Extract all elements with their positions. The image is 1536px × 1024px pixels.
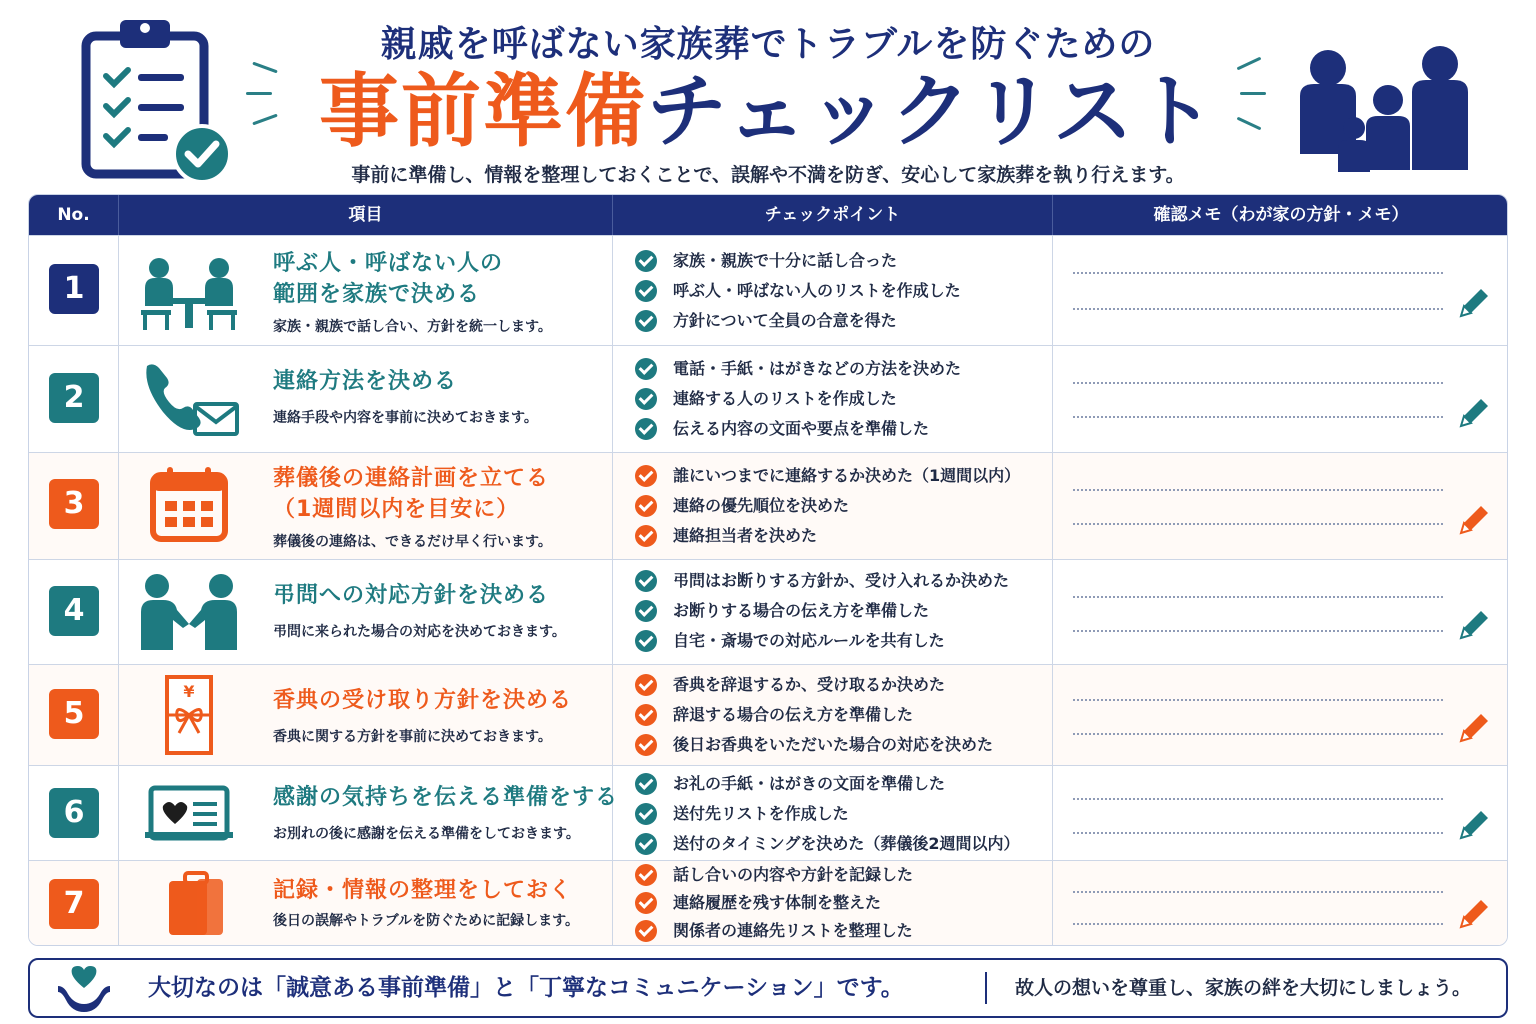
checkpoint-item[interactable]: 方針について全員の合意を得た xyxy=(635,306,1045,336)
memo-line xyxy=(1073,630,1443,632)
item-title: 連絡方法を決める xyxy=(273,369,458,394)
checkpoint-item[interactable]: 送付先リストを作成した xyxy=(635,799,1045,829)
memo-line xyxy=(1073,272,1443,274)
check-icon xyxy=(635,358,657,380)
column-header-no: No. xyxy=(29,195,119,235)
footer-divider xyxy=(985,972,987,1004)
heart-hands-icon xyxy=(54,964,114,1012)
footer-sub-message: 故人の想いを尊重し、家族の絆を大切にしましょう。 xyxy=(1015,977,1472,999)
table-row xyxy=(29,765,1508,860)
table-header xyxy=(29,195,1508,235)
memo-line xyxy=(1073,832,1443,834)
phone-mail-icon xyxy=(139,360,239,440)
check-icon xyxy=(635,495,657,517)
check-icon xyxy=(635,803,657,825)
check-icon xyxy=(635,674,657,696)
checkpoint-item[interactable]: 後日お香典をいただいた場合の対応を決めた xyxy=(635,730,1045,760)
page-title-accent: 事前準備 xyxy=(319,65,647,158)
handshake-icon xyxy=(139,572,239,652)
checkpoint-item[interactable]: 連絡履歴を残す体制を整えた xyxy=(635,889,1045,917)
checkpoint-item[interactable]: 香典を辞退するか、受け取るか決めた xyxy=(635,670,1045,700)
row-number: 6 xyxy=(49,788,99,838)
row-number: 2 xyxy=(49,373,99,423)
item-description: お別れの後に感謝を伝える準備をしておきます。 xyxy=(273,826,580,842)
checklist-table xyxy=(28,194,1508,946)
item-title: 葬儀後の連絡計画を立てる （1週間以内を目安に） xyxy=(273,466,550,522)
checkpoint-item[interactable]: 自宅・斎場での対応ルールを共有した xyxy=(635,626,1045,656)
checkpoint-item[interactable]: 伝える内容の文面や要点を準備した xyxy=(635,414,1045,444)
check-icon xyxy=(635,600,657,622)
koden-envelope-icon xyxy=(139,675,239,755)
check-icon xyxy=(635,310,657,332)
thank-you-card-icon xyxy=(139,774,239,854)
column-header-memo: 確認メモ（わが家の方針・メモ） xyxy=(1153,205,1409,225)
pencil-icon[interactable] xyxy=(1457,897,1491,931)
svg-text:¥: ¥ xyxy=(183,682,195,701)
check-icon xyxy=(635,280,657,302)
pencil-icon[interactable] xyxy=(1457,808,1491,842)
subtitle: 事前に準備し、情報を整理しておくことで、誤解や不満を防ぎ、安心して家族葬を執り行えます。 xyxy=(351,164,1185,186)
family-icon xyxy=(1290,46,1480,176)
memo-field[interactable] xyxy=(1053,346,1508,452)
memo-line xyxy=(1073,798,1443,800)
row-number: 1 xyxy=(49,264,99,314)
item-description: 家族・親族で話し合い、方針を統一します。 xyxy=(273,319,552,335)
table-row xyxy=(29,345,1508,452)
memo-line xyxy=(1073,596,1443,598)
memo-line xyxy=(1073,308,1443,310)
item-title: 感謝の気持ちを伝える準備をする xyxy=(273,785,619,810)
memo-line xyxy=(1073,733,1443,735)
check-icon xyxy=(635,570,657,592)
memo-line xyxy=(1073,699,1443,701)
check-icon xyxy=(635,418,657,440)
check-icon xyxy=(635,892,657,914)
page-title-rest: チェックリスト xyxy=(647,65,1217,158)
pencil-icon[interactable] xyxy=(1457,503,1491,537)
checkpoint-item[interactable]: 連絡担当者を決めた xyxy=(635,521,1045,551)
pencil-icon[interactable] xyxy=(1457,608,1491,642)
table-row xyxy=(29,235,1508,345)
item-description: 連絡手段や内容を事前に決めておきます。 xyxy=(273,410,538,426)
meeting-icon xyxy=(139,254,239,334)
table-row xyxy=(29,559,1508,664)
item-description: 葬儀後の連絡は、できるだけ早く行います。 xyxy=(273,534,552,550)
footer-banner xyxy=(28,958,1508,1018)
memo-line xyxy=(1073,923,1443,925)
checkpoint-item[interactable]: 辞退する場合の伝え方を準備した xyxy=(635,700,1045,730)
table-row xyxy=(29,664,1508,765)
item-description: 香典に関する方針を事前に決めておきます。 xyxy=(273,729,552,745)
memo-line xyxy=(1073,416,1443,418)
folder-icon xyxy=(139,865,239,945)
memo-field[interactable] xyxy=(1053,766,1508,860)
checkpoint-item[interactable]: 関係者の連絡先リストを整理した xyxy=(635,917,1045,945)
memo-field[interactable] xyxy=(1053,453,1508,559)
checkpoint-item[interactable]: 送付のタイミングを決めた（葬儀後2週間以内） xyxy=(635,829,1045,859)
checkpoint-item[interactable]: 連絡する人のリストを作成した xyxy=(635,384,1045,414)
checkpoint-item[interactable]: 電話・手紙・はがきなどの方法を決めた xyxy=(635,354,1045,384)
pencil-icon[interactable] xyxy=(1457,396,1491,430)
pencil-icon[interactable] xyxy=(1457,711,1491,745)
check-icon xyxy=(635,630,657,652)
check-icon xyxy=(635,864,657,886)
row-number: 4 xyxy=(49,586,99,636)
item-title: 呼ぶ人・呼ばない人の 範囲を家族で決める xyxy=(273,251,504,307)
checkpoint-item[interactable]: 家族・親族で十分に話し合った xyxy=(635,246,1045,276)
table-row xyxy=(29,452,1508,559)
memo-line xyxy=(1073,523,1443,525)
checkpoint-item[interactable]: 弔問はお断りする方針か、受け入れるか決めた xyxy=(635,566,1045,596)
item-description: 弔問に来られた場合の対応を決めておきます。 xyxy=(273,624,566,640)
title-top: 親戚を呼ばない家族葬でトラブルを防ぐための xyxy=(380,24,1156,65)
check-icon xyxy=(635,773,657,795)
check-icon xyxy=(635,704,657,726)
pencil-icon[interactable] xyxy=(1457,286,1491,320)
check-icon xyxy=(635,920,657,942)
footer-main-message: 大切なのは「誠意ある事前準備」と「丁寧なコミュニケーション」です。 xyxy=(148,975,904,1001)
calendar-icon xyxy=(139,465,239,545)
check-icon xyxy=(635,250,657,272)
row-number: 5 xyxy=(49,689,99,739)
memo-line xyxy=(1073,382,1443,384)
checkpoint-item[interactable]: 連絡の優先順位を決めた xyxy=(635,491,1045,521)
memo-line xyxy=(1073,489,1443,491)
column-header-item: 項目 xyxy=(119,195,613,235)
checkpoint-item[interactable]: お断りする場合の伝え方を準備した xyxy=(635,596,1045,626)
item-description: 後日の誤解やトラブルを防ぐために記録します。 xyxy=(273,913,580,929)
check-icon xyxy=(635,388,657,410)
row-number: 3 xyxy=(49,479,99,529)
item-title: 香典の受け取り方針を決める xyxy=(273,688,573,713)
check-icon xyxy=(635,525,657,547)
memo-line xyxy=(1073,891,1443,893)
checkpoint-item[interactable]: 誰にいつまでに連絡するか決めた（1週間以内） xyxy=(635,461,1045,491)
item-title: 弔問への対応方針を決める xyxy=(273,583,550,608)
memo-field[interactable] xyxy=(1053,236,1508,345)
checkpoint-item[interactable]: 呼ぶ人・呼ばない人のリストを作成した xyxy=(635,276,1045,306)
memo-field[interactable] xyxy=(1053,861,1508,946)
table-row xyxy=(29,860,1508,946)
row-number: 7 xyxy=(49,879,99,929)
check-icon xyxy=(635,734,657,756)
header xyxy=(0,0,1536,190)
check-icon xyxy=(635,833,657,855)
item-title: 記録・情報の整理をしておく xyxy=(273,878,573,903)
memo-field[interactable] xyxy=(1053,560,1508,664)
checkpoint-item[interactable]: 話し合いの内容や方針を記録した xyxy=(635,861,1045,889)
check-icon xyxy=(635,465,657,487)
memo-field[interactable] xyxy=(1053,665,1508,765)
column-header-checkpoint: チェックポイント xyxy=(613,195,1053,235)
checkpoint-item[interactable]: お礼の手紙・はがきの文面を準備した xyxy=(635,769,1045,799)
